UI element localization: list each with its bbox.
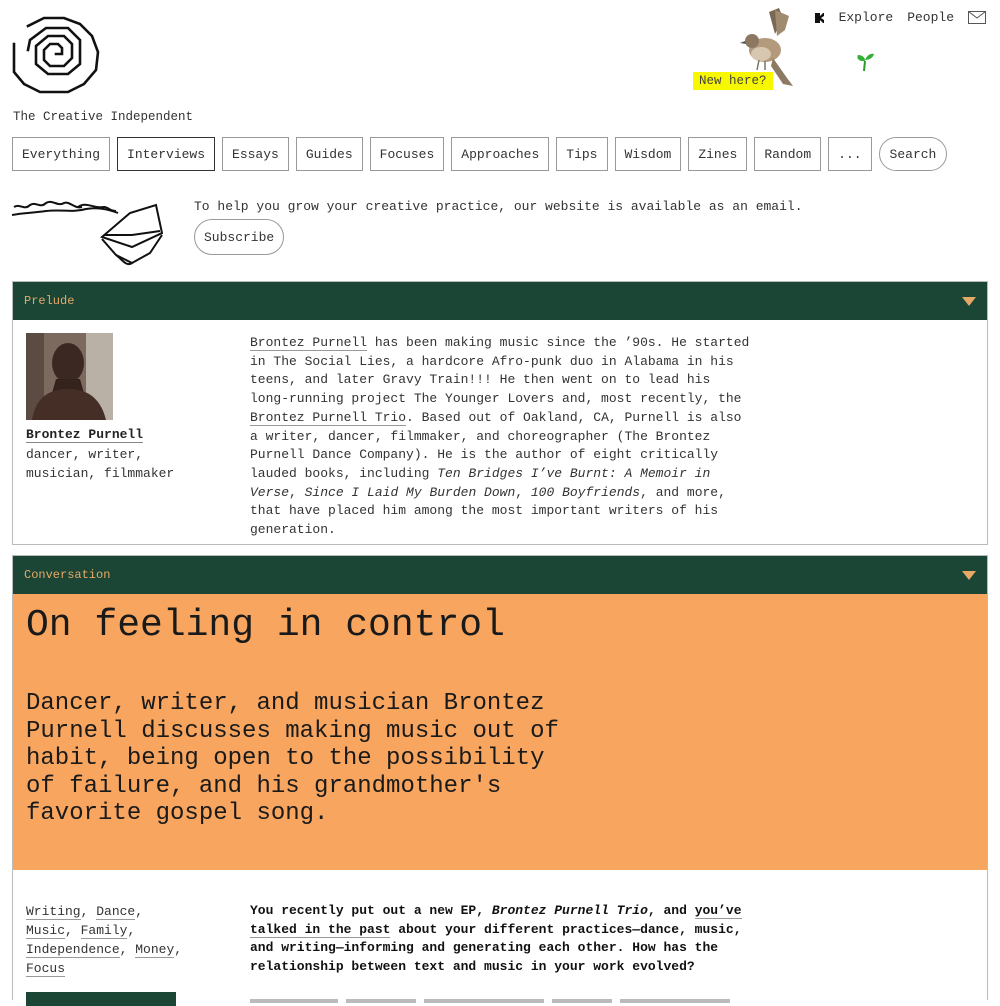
interview-subtitle: Dancer, writer, and musician Brontez Purnell discusses making music out of habit, being open to the possibility of failure, and his grandmother's favorite gospel song. bbox=[26, 690, 559, 827]
tag-link[interactable]: Music bbox=[26, 923, 66, 938]
people-link[interactable]: People bbox=[907, 10, 954, 25]
mail-icon[interactable] bbox=[968, 11, 986, 24]
nav-tab-approaches[interactable]: Approaches bbox=[451, 137, 549, 171]
tag-link[interactable]: Writing bbox=[26, 904, 81, 919]
nav-tab-interviews[interactable]: Interviews bbox=[117, 137, 215, 171]
nav-tab-more[interactable]: ... bbox=[828, 137, 871, 171]
conversation-label: Conversation bbox=[24, 568, 111, 582]
chevron-down-icon bbox=[962, 571, 976, 580]
nav-tab-random[interactable]: Random bbox=[754, 137, 821, 171]
kickstarter-icon[interactable] bbox=[814, 12, 825, 24]
search-button[interactable]: Search bbox=[879, 137, 948, 171]
nav-tab-tips[interactable]: Tips bbox=[556, 137, 607, 171]
sprout-icon bbox=[855, 52, 875, 72]
interview-hero bbox=[13, 594, 987, 870]
person-name-link[interactable]: Brontez Purnell bbox=[26, 427, 144, 442]
conversation-panel bbox=[12, 555, 988, 1000]
conversation-toggle[interactable] bbox=[13, 556, 987, 594]
prelude-toggle[interactable] bbox=[13, 282, 987, 320]
tag-link[interactable]: Focus bbox=[26, 961, 66, 976]
new-here-badge[interactable]: New here? bbox=[693, 72, 773, 90]
question-link[interactable]: you’ve talked in the past bbox=[250, 903, 742, 937]
question-text: You recently put out a new EP, Brontez Purnell Trio, and you’ve talked in the past about your different practices—dance, music, and writing—informing and generating each other. How has the relationship between text and music in your work evolved? bbox=[250, 903, 742, 975]
nav-tab-wisdom[interactable]: Wisdom bbox=[615, 137, 682, 171]
tag-link[interactable]: Independence bbox=[26, 942, 120, 957]
site-name[interactable]: The Creative Independent bbox=[13, 110, 194, 124]
nav-tab-essays[interactable]: Essays bbox=[222, 137, 289, 171]
nav-tab-everything[interactable]: Everything bbox=[12, 137, 110, 171]
bio-link-person[interactable]: Brontez Purnell bbox=[250, 335, 368, 350]
prelude-panel bbox=[12, 281, 988, 545]
chevron-down-icon bbox=[962, 297, 976, 306]
explore-link[interactable]: Explore bbox=[838, 10, 894, 25]
category-navigation bbox=[12, 137, 947, 171]
answer-text-cutoff bbox=[250, 993, 760, 1003]
portrait-photo[interactable] bbox=[26, 333, 113, 420]
person-role: dancer, writer, musician, filmmaker bbox=[26, 447, 175, 481]
prelude-label: Prelude bbox=[24, 294, 75, 308]
bio-text: Brontez Purnell has been making music since the ’90s. He started in The Social Lies, a hardcore Afro-punk duo in Alabama in his teens, and later Gravy Train!!! He then went on to lead his long-running project The Younger Lovers and, most recently, the Brontez Purnell Trio. Based out of Oakland, CA, Purnell is also a writer, dancer, filmmaker, and choreographer (The Brontez Purnell Dance Company). He is the author of eight critically lauded books, including Ten Bridges I’ve Burnt: A Memoir in Verse, Since I Laid My Burden Down, 100 Boyfriends, and more, that have placed him among the most important writers of his generation. bbox=[250, 335, 750, 538]
tag-link[interactable]: Money bbox=[135, 942, 175, 957]
subscribe-button[interactable]: Subscribe bbox=[194, 219, 284, 255]
email-promo-text: To help you grow your creative practice, our website is available as an email. bbox=[194, 199, 803, 214]
sidebar-box bbox=[26, 992, 176, 1006]
nav-tab-focuses[interactable]: Focuses bbox=[370, 137, 445, 171]
nav-tab-guides[interactable]: Guides bbox=[296, 137, 363, 171]
tag-link[interactable]: Family bbox=[80, 923, 128, 938]
envelope-drawing-icon bbox=[12, 195, 167, 267]
nav-tab-zines[interactable]: Zines bbox=[688, 137, 747, 171]
top-navigation bbox=[814, 10, 986, 25]
topic-tags: Writing, Dance, Music, Family, Independence, Money, Focus bbox=[26, 904, 183, 976]
bio-link-trio[interactable]: Brontez Purnell Trio bbox=[250, 409, 407, 425]
tag-link[interactable]: Dance bbox=[96, 904, 136, 919]
interview-title: On feeling in control bbox=[26, 604, 505, 647]
spiral-logo-icon[interactable] bbox=[12, 14, 100, 96]
